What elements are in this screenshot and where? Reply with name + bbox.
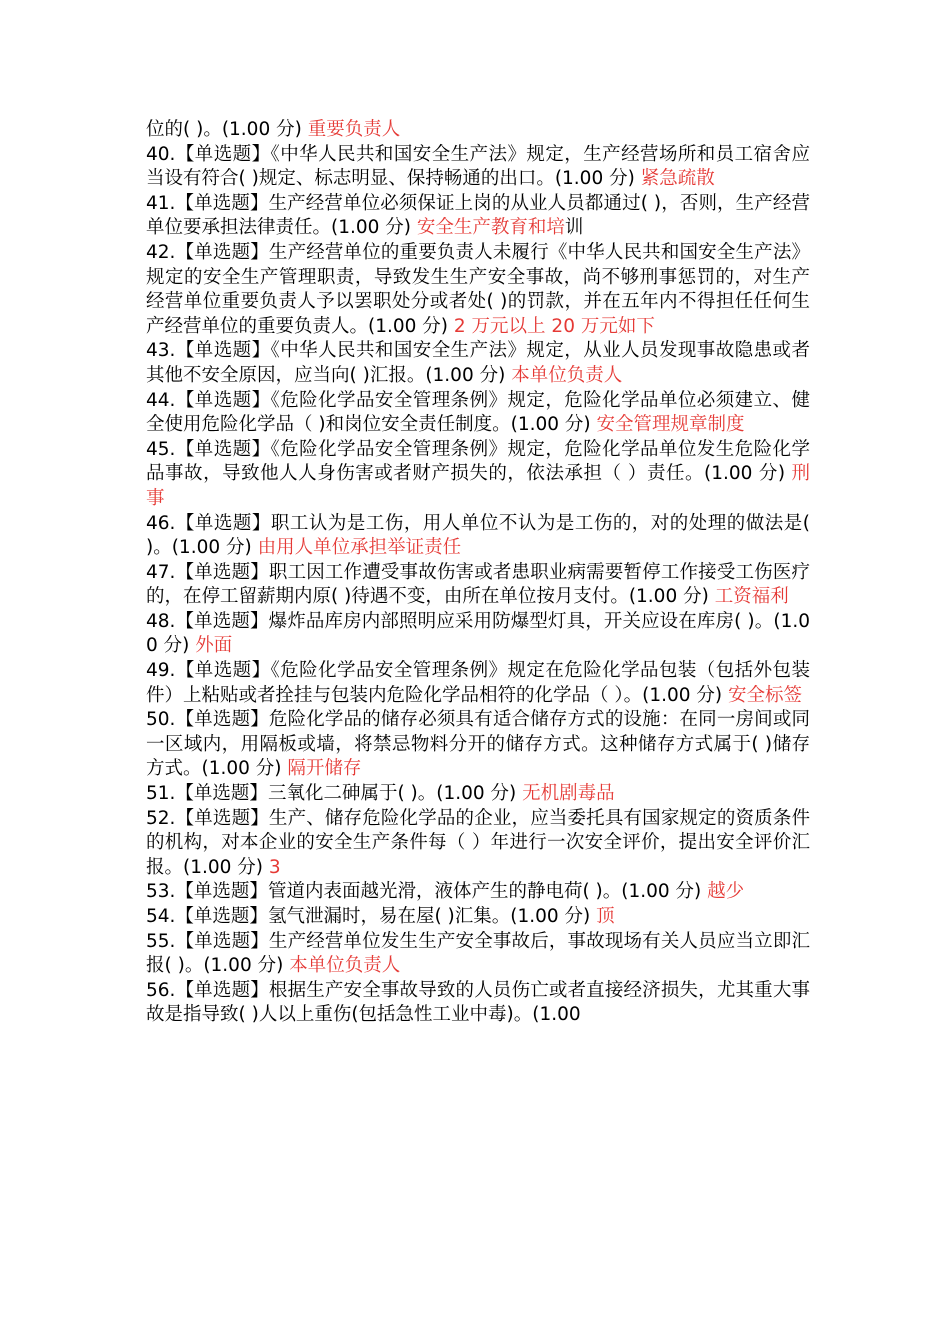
question-text: 生产经营单位发生生产安全事故后，事故现场有关人员应当立即汇报( )。(1.00 分) bbox=[146, 930, 810, 977]
question-number: 44. bbox=[146, 389, 176, 411]
question-list bbox=[146, 143, 810, 1028]
question-item bbox=[146, 143, 810, 192]
document-page bbox=[146, 118, 810, 1028]
answer-text: 刑事 bbox=[146, 463, 810, 509]
question-item bbox=[146, 930, 810, 979]
question-number: 51. bbox=[146, 783, 176, 805]
question-item bbox=[146, 241, 810, 339]
answer-tail-text: 训 bbox=[564, 217, 584, 239]
question-item bbox=[146, 782, 810, 807]
question-text: 《危险化学品安全管理条例》规定，危险化学品单位必须建立、健全使用危险化学品（ )和岗位安全责任制度。(1.00 分) bbox=[146, 389, 810, 436]
answer-text: 紧急疏散 bbox=[640, 168, 715, 190]
answer-text: 工资福利 bbox=[714, 586, 789, 608]
question-text: 根据生产安全事故导致的人员伤亡或者直接经济损失，尤其重大事故是指导致( )人以上重伤(包括急性工业中毒)。(1.00 bbox=[146, 979, 810, 1026]
question-type-tag: 【单选题】 bbox=[175, 881, 268, 903]
answer-text: 3 bbox=[268, 856, 281, 878]
question-number: 53. bbox=[146, 881, 176, 903]
question-type-tag: 【单选题】 bbox=[175, 438, 271, 460]
question-type-tag: 【单选题】 bbox=[175, 241, 269, 263]
question-type-tag: 【单选题】 bbox=[175, 979, 269, 1001]
question-number: 48. bbox=[146, 610, 176, 632]
question-fragment bbox=[146, 118, 810, 143]
question-number: 50. bbox=[146, 709, 176, 731]
question-number: 49. bbox=[146, 660, 176, 682]
question-type-tag: 【单选题】 bbox=[175, 930, 269, 952]
answer-text: 安全标签 bbox=[728, 684, 803, 706]
question-text: 生产、储存危险化学品的企业，应当委托具有国家规定的资质条件的机构，对本企业的安全生产条件每（ ）年进行一次安全评价，提出安全评价汇报。(1.00 分) bbox=[146, 807, 810, 878]
answer-text: 隔开储存 bbox=[287, 758, 362, 780]
answer-text: 本单位负责人 bbox=[289, 955, 401, 977]
question-text: 管道内表面越光滑，液体产生的静电荷( )。(1.00 分) bbox=[267, 881, 708, 903]
answer-text: 无机剧毒品 bbox=[522, 783, 615, 805]
question-text: 危险化学品的储存必须具有适合储存方式的设施：在同一房间或同一区域内，用隔板或墙，将禁忌物料分开的储存方式。这种储存方式属于( )储存方式。(1.00 分) bbox=[146, 709, 810, 780]
question-item bbox=[146, 512, 810, 561]
question-text: 职工认为是工伤，用人单位不认为是工伤的，对的处理的做法是( )。(1.00 分) bbox=[146, 512, 810, 559]
question-number: 56. bbox=[146, 979, 176, 1001]
question-item bbox=[146, 561, 810, 610]
question-type-tag: 【单选题】 bbox=[175, 610, 269, 632]
question-text: 三氧化二砷属于( )。(1.00 分) bbox=[267, 783, 523, 805]
question-number: 55. bbox=[146, 930, 176, 952]
answer-text: 外面 bbox=[195, 635, 233, 657]
question-type-tag: 【单选题】 bbox=[175, 807, 269, 829]
question-number: 43. bbox=[146, 340, 176, 362]
question-text: 《中华人民共和国安全生产法》规定，从业人员发现事故隐患或者其他不安全原因，应当向( )汇报。(1.00 分) bbox=[146, 340, 810, 386]
question-type-tag: 【单选题】 bbox=[175, 660, 271, 682]
question-number: 47. bbox=[146, 561, 176, 583]
question-text: 生产经营单位必须保证上岗的从业人员都通过( )，否则，生产经营单位要承担法律责任。(1.00 分) bbox=[146, 192, 810, 239]
question-item bbox=[146, 339, 810, 388]
question-text: 职工因工作遭受事故伤害或者患职业病需要暂停工作接受工伤医疗的，在停工留薪期内原( )待遇不变，由所在单位按月支付。(1.00 分) bbox=[146, 561, 810, 608]
question-item bbox=[146, 880, 810, 905]
answer-text: 顶 bbox=[596, 906, 615, 927]
question-item bbox=[146, 610, 810, 659]
question-type-tag: 【单选题】 bbox=[175, 143, 271, 165]
question-item bbox=[146, 438, 810, 512]
question-item bbox=[146, 979, 810, 1028]
question-text: 《危险化学品安全管理条例》规定在危险化学品包装（包括外包装件）上粘贴或者拴挂与包装内危险化学品相符的化学品（ ）。(1.00 分) bbox=[146, 660, 810, 706]
question-number: 46. bbox=[146, 512, 176, 534]
question-type-tag: 【单选题】 bbox=[175, 389, 271, 411]
question-number: 52. bbox=[146, 807, 176, 829]
question-number: 40. bbox=[146, 143, 176, 165]
answer-text: 2 万元以上 20 万元如下 bbox=[453, 315, 655, 337]
question-item bbox=[146, 389, 810, 438]
question-text: 《危险化学品安全管理条例》规定，危险化学品单位发生危险化学品事故，导致他人人身伤害或者财产损失的，依法承担（ ）责任。(1.00 分) bbox=[146, 438, 810, 485]
question-text: 生产经营单位的重要负责人未履行《中华人民共和国安全生产法》规定的安全生产管理职责，导致发生生产安全事故，尚不够刑事惩罚的，对生产经营单位重要负责人予以罢职处分或者处( )的罚款，并在五年内不得担任任何生产经营单位的重要负责人。(1.00 分) bbox=[146, 241, 810, 337]
answer-text: 安全管理规章制度 bbox=[596, 414, 745, 436]
question-type-tag: 【单选题】 bbox=[175, 340, 271, 362]
answer-text: 越少 bbox=[707, 881, 745, 903]
question-type-tag: 【单选题】 bbox=[175, 561, 269, 583]
question-number: 54. bbox=[146, 906, 176, 927]
question-item bbox=[146, 192, 810, 241]
question-text: 位的( )。(1.00 分) bbox=[146, 119, 308, 140]
question-type-tag: 【单选题】 bbox=[175, 783, 268, 805]
question-type-tag: 【单选题】 bbox=[175, 709, 269, 731]
question-item bbox=[146, 659, 810, 708]
question-item bbox=[146, 905, 810, 930]
question-item bbox=[146, 708, 810, 782]
question-text: 氢气泄漏时，易在屋( )汇集。(1.00 分) bbox=[267, 906, 597, 927]
answer-text: 由用人单位承担举证责任 bbox=[257, 537, 462, 559]
question-type-tag: 【单选题】 bbox=[175, 906, 268, 927]
question-number: 42. bbox=[146, 241, 176, 263]
question-type-tag: 【单选题】 bbox=[175, 192, 269, 214]
question-text: 《中华人民共和国安全生产法》规定，生产经营场所和员工宿舍应当设有符合( )规定、标志明显、保持畅通的出口。(1.00 分) bbox=[146, 143, 810, 190]
answer-text: 本单位负责人 bbox=[511, 364, 623, 386]
question-text: 爆炸品库房内部照明应采用防爆型灯具，开关应设在库房( )。(1.00 分) bbox=[146, 610, 810, 657]
question-number: 41. bbox=[146, 192, 176, 214]
answer-text: 重要负责人 bbox=[307, 119, 401, 140]
question-item bbox=[146, 807, 810, 881]
question-number: 45. bbox=[146, 438, 176, 460]
answer-text: 安全生产教育和培 bbox=[416, 217, 565, 239]
question-type-tag: 【单选题】 bbox=[175, 512, 271, 534]
